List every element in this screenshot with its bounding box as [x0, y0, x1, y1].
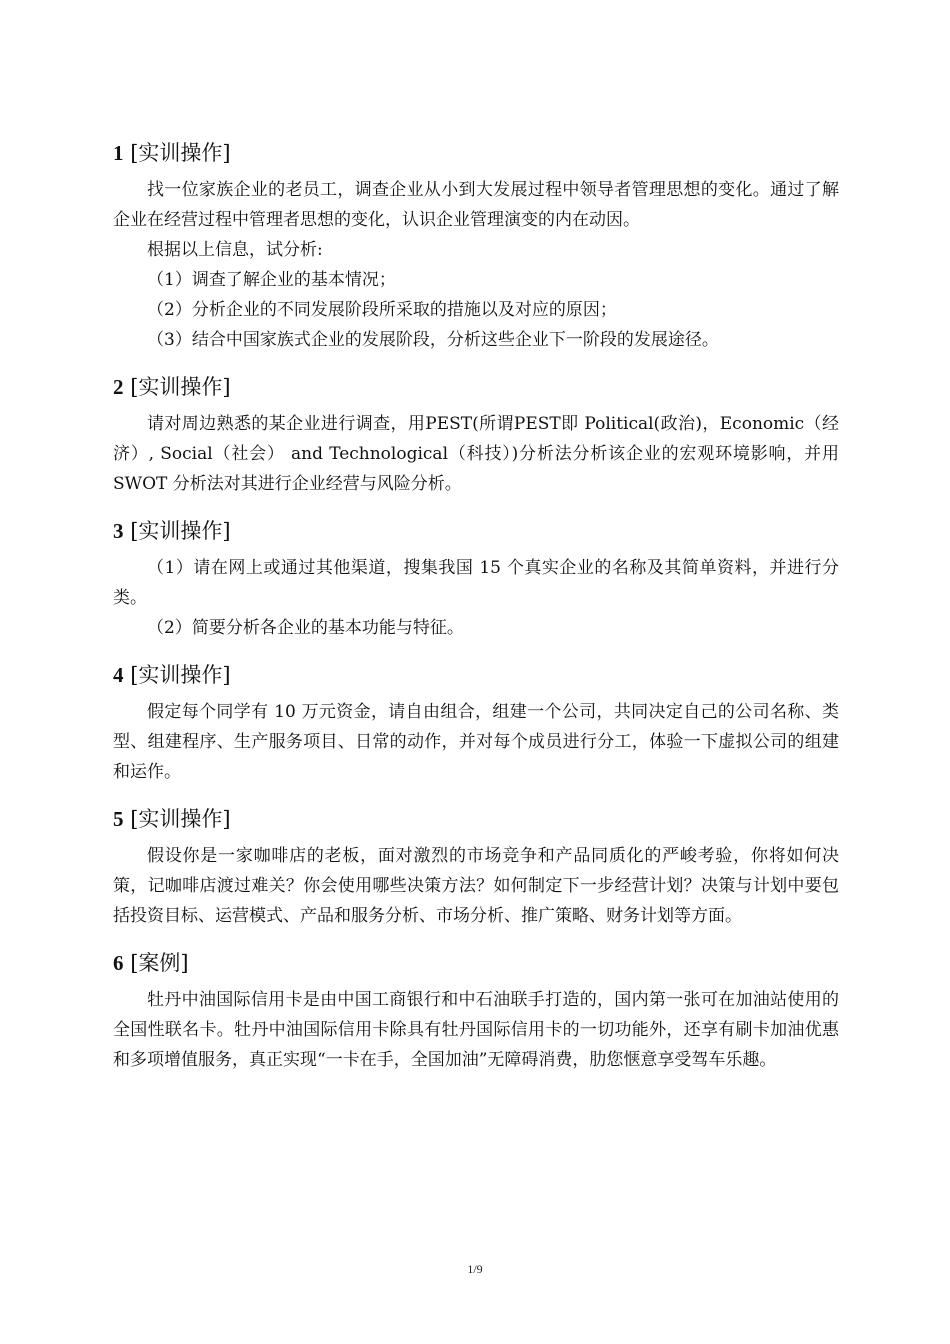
section-tag: [实训操作]	[130, 141, 231, 165]
list-item: （2）简要分析各企业的基本功能与特征。	[147, 618, 464, 638]
paragraph: 根据以上信息，试分析:	[147, 240, 323, 260]
section-gap	[113, 355, 839, 373]
section-number: 5	[113, 807, 124, 831]
section-tag: [实训操作]	[130, 807, 231, 831]
section-tag: [实训操作]	[130, 519, 231, 543]
section-number: 2	[113, 375, 124, 399]
section-number: 4	[113, 663, 124, 687]
section-tag: [实训操作]	[130, 375, 231, 399]
section-heading	[113, 517, 839, 545]
section-3	[113, 517, 839, 643]
section-gap	[113, 643, 839, 661]
section-tag: [实训操作]	[130, 663, 231, 687]
paragraph: 找一位家族企业的老员工，调查企业从小到大发展过程中领导者管理思想的变化。通过了解企业在经营过程中管理者思想的变化，认识企业管理演变的内在动因。	[113, 180, 839, 230]
section-heading	[113, 373, 839, 401]
section-number: 6	[113, 951, 124, 975]
section-4	[113, 661, 839, 787]
paragraph: 牡丹中油国际信用卡是由中国工商银行和中石油联手打造的，国内第一张可在加油站使用的全国性联名卡。牡丹中油国际信用卡除具有牡丹国际信用卡的一切功能外，还享有刷卡加油优惠和多项增值服务，真正实现“一卡在手，全国加油”无障碍消费，肋您惬意享受驾车乐趣。	[113, 990, 839, 1070]
section-gap	[113, 931, 839, 949]
list-item: （1）请在网上或通过其他渠道，搜集我国 15 个真实企业的名称及其简单资料，并进行分类。	[113, 558, 839, 608]
section-heading	[113, 139, 839, 167]
page-number: 1/9	[467, 1262, 483, 1276]
section-number: 1	[113, 141, 124, 165]
paragraph: 假设你是一家咖啡店的老板，面对激烈的市场竞争和产品同质化的严峻考验，你将如何决策，记咖啡店渡过难关？你会使用哪些决策方法？如何制定下一步经营计划？决策与计划中要包括投资目标、运营模式、产品和服务分析、市场分析、推广策略、财务计划等方面。	[113, 846, 839, 926]
section-1	[113, 139, 839, 355]
section-number: 3	[113, 519, 124, 543]
section-heading	[113, 949, 839, 977]
section-tag: [案例]	[130, 951, 189, 975]
list-item: （2）分析企业的不同发展阶段所采取的措施以及对应的原因；	[147, 300, 617, 320]
document-page	[113, 139, 839, 1075]
list-item: （1）调查了解企业的基本情况；	[147, 270, 396, 290]
section-gap	[113, 499, 839, 517]
section-2	[113, 373, 839, 499]
section-6	[113, 949, 839, 1075]
section-gap	[113, 787, 839, 805]
paragraph: 假定每个同学有 10 万元资金，请自由组合，组建一个公司，共同决定自己的公司名称、类型、组建程序、生产服务项目、日常的动作，并对每个成员进行分工，体验一下虚拟公司的组建和运作。	[113, 702, 839, 782]
section-heading	[113, 805, 839, 833]
paragraph: 请对周边熟悉的某企业进行调查，用PEST(所谓PEST即 Political(政治)，Economic（经济）, Social（社会） and Technological（科技）)分析法分析该企业的宏观环境影响，并用 SWOT 分析法对其进行企业经营与风险分析。	[113, 414, 839, 494]
section-heading	[113, 661, 839, 689]
list-item: （3）结合中国家族式企业的发展阶段，分析这些企业下一阶段的发展途径。	[147, 330, 719, 350]
section-5	[113, 805, 839, 931]
